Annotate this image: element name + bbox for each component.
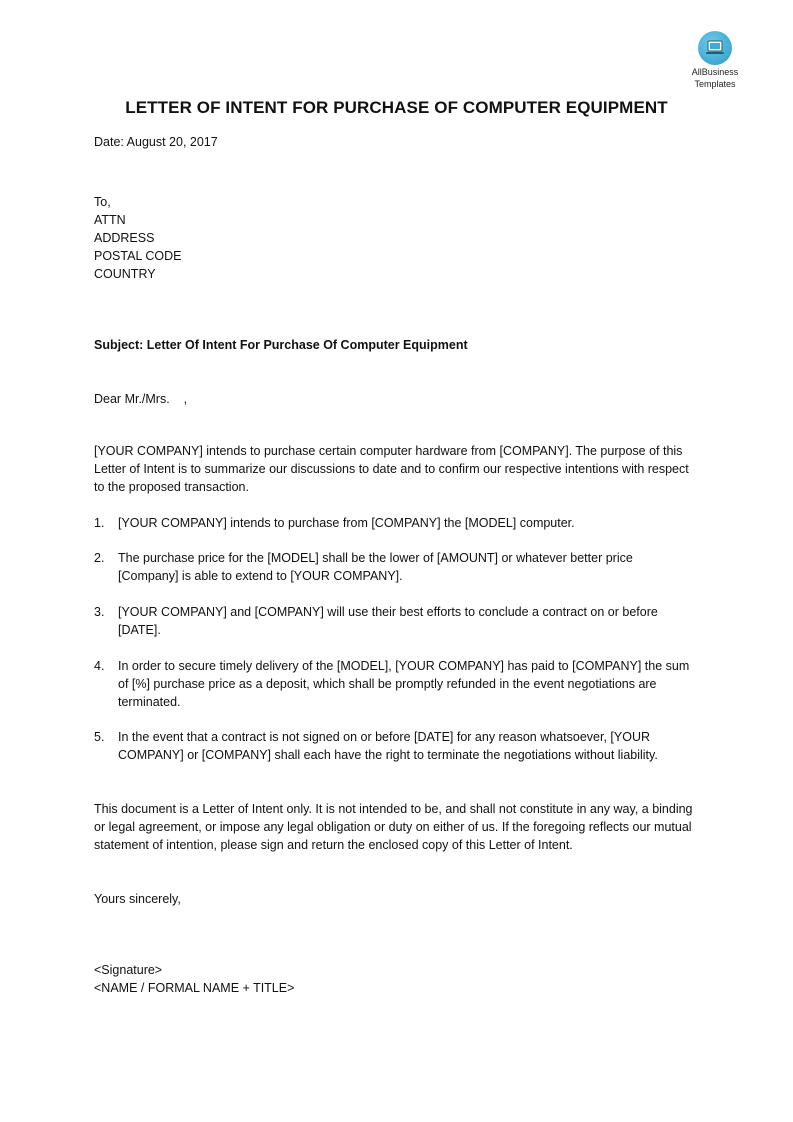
- sign-off: Yours sincerely,: [94, 892, 181, 906]
- name-title-placeholder: <NAME / FORMAL NAME + TITLE>: [94, 981, 295, 995]
- document-title: LETTER OF INTENT FOR PURCHASE OF COMPUTER EQUIPMENT: [125, 98, 668, 117]
- closing-paragraph: This document is a Letter of Intent only. It is not intended to be, and shall not constitute in any way, a binding or legal agreement, or impose any legal obligation or duty on either of us. If the foregoing reflects our mutual statement of intention, please sign and return the enclosed copy of this Letter of Intent.: [94, 802, 693, 852]
- list-item: [94, 728, 694, 764]
- list-item-number: 4.: [94, 659, 105, 673]
- allbusiness-logo: [680, 31, 750, 89]
- address-line-attn: ATTN: [94, 213, 126, 227]
- list-item: [94, 514, 694, 532]
- address-line-address: ADDRESS: [94, 231, 155, 245]
- list-item: [94, 549, 694, 585]
- list-item-number: 5.: [94, 730, 105, 744]
- list-item-text: [YOUR COMPANY] intends to purchase from [COMPANY] the [MODEL] computer.: [118, 516, 575, 530]
- logo-text-line2: Templates: [694, 79, 736, 89]
- list-item-text: In the event that a contract is not signed on or before [DATE] for any reason whatsoever, [YOUR COMPANY] or [COMPANY] shall each have the right to terminate the negotiations without liability.: [118, 730, 658, 762]
- intro-paragraph: [YOUR COMPANY] intends to purchase certain computer hardware from [COMPANY]. The purpose of this Letter of Intent is to summarize our discussions to date and to confirm our respective intentions with respect to the proposed transaction.: [94, 444, 689, 494]
- list-item-number: 3.: [94, 605, 105, 619]
- logo-text-line1: AllBusiness: [691, 67, 739, 77]
- laptop-icon: [698, 31, 732, 65]
- address-line-postal-code: POSTAL CODE: [94, 249, 182, 263]
- list-item: [94, 603, 694, 639]
- salutation: Dear Mr./Mrs. ,: [94, 392, 188, 406]
- subject-line: Subject: Letter Of Intent For Purchase Of Computer Equipment: [94, 338, 468, 352]
- list-item-number: 1.: [94, 516, 105, 530]
- list-item-number: 2.: [94, 551, 105, 565]
- list-item-text: [YOUR COMPANY] and [COMPANY] will use their best efforts to conclude a contract on or before [DATE].: [118, 605, 658, 637]
- list-item-text: In order to secure timely delivery of the [MODEL], [YOUR COMPANY] has paid to [COMPANY] the sum of [%] purchase price as a deposit, which shall be promptly refunded in the event negotiations are terminated.: [118, 659, 690, 709]
- date-line: Date: August 20, 2017: [94, 135, 218, 149]
- list-item: [94, 657, 694, 711]
- address-line-to: To,: [94, 195, 111, 209]
- list-item-text: The purchase price for the [MODEL] shall be the lower of [AMOUNT] or whatever better price [Company] is able to extend to [YOUR COMPANY].: [118, 551, 633, 583]
- signature-placeholder: <Signature>: [94, 963, 163, 977]
- address-line-country: COUNTRY: [94, 267, 156, 281]
